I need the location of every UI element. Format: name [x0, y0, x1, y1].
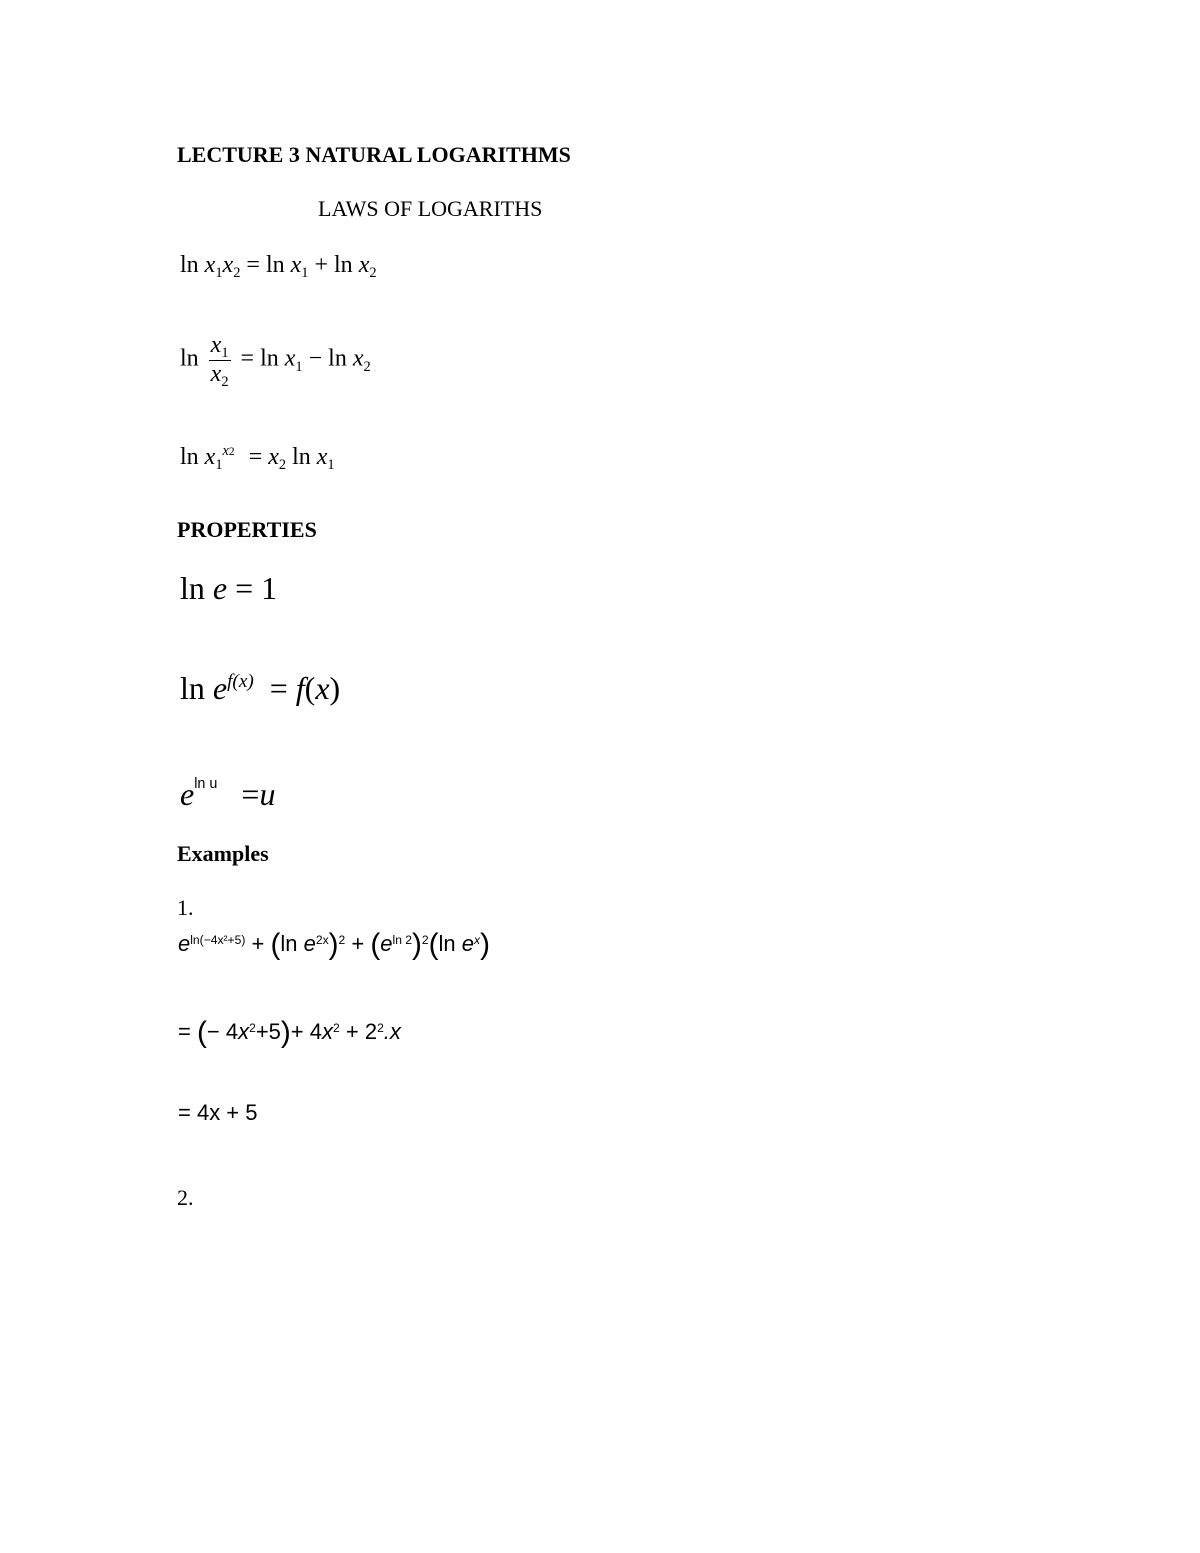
- property-e-ln-u: $e^{ln u} =u$: [180, 775, 276, 812]
- examples-heading: Examples: [177, 841, 269, 866]
- page-title: LECTURE 3 NATURAL LOGARITHMS: [177, 142, 571, 167]
- example-1-result: = 4x + 5: [178, 1100, 258, 1125]
- example-number-1: 1.: [177, 895, 194, 920]
- law-power: $\ln x_1^{x2} = x_2$ $\ln x_1$: [180, 443, 335, 474]
- law-quotient: ln $\frac{x_1}{x_2}$ = $\ln x_1 - \ln x_2$: [180, 332, 371, 390]
- example-number-2: 2.: [177, 1185, 194, 1210]
- property-ln-e: ln e = 1: [180, 570, 278, 606]
- example-1-expression: $e^{ln(-4x^2+5)} + (\ln$ $e^{2x})^2 + (e^{ln 2})^2(\ln$ $e^x$): [178, 928, 490, 961]
- laws-heading: LAWS OF LOGARITHS: [318, 196, 543, 221]
- example-1-step-2: = (− $4x^2+5)+ 4x^2 + 2^2.x$: [178, 1016, 401, 1049]
- fraction: $\frac{x_1}{x_2}$: [210, 332, 229, 390]
- property-ln-e-fx: $\ln e^{f(x)} = f(x)$: [180, 670, 341, 706]
- law-product: $\ln x_1x_2 = \ln x_1 + \ln x_2$: [180, 252, 377, 282]
- properties-heading: PROPERTIES: [177, 517, 317, 542]
